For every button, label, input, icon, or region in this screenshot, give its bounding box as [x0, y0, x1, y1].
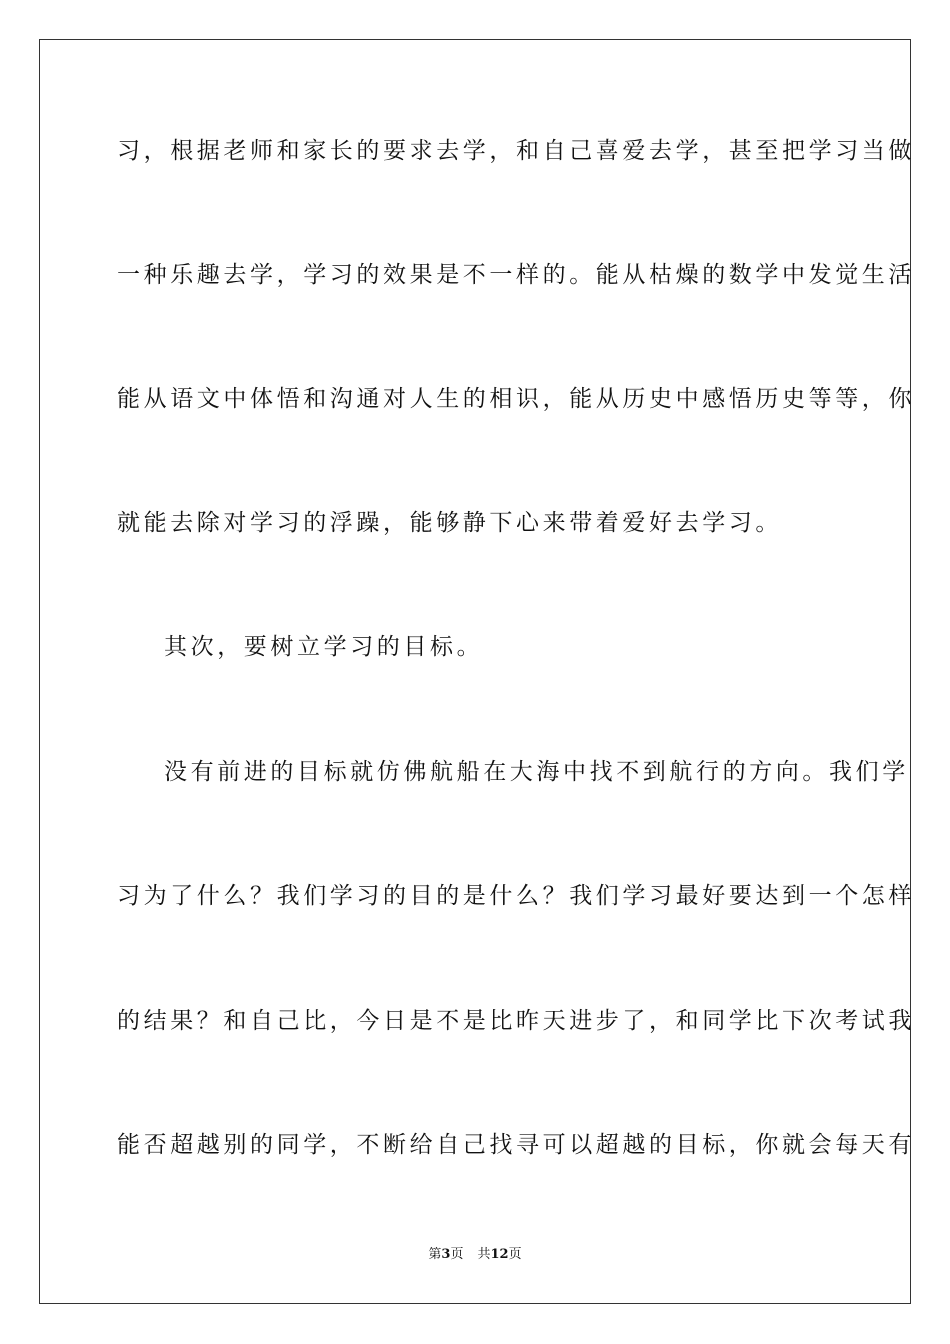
body-text-line: 就能去除对学习的浮躁，能够静下心来带着爱好去学习。 [117, 510, 782, 536]
page-prefix: 第 [428, 1247, 442, 1262]
paragraph-first-line: 其次，要树立学习的目标。 [164, 634, 484, 660]
body-text-line: 能从语文中体悟和沟通对人生的相识，能从历史中感悟历史等等，你 [117, 386, 915, 412]
total-prefix: 共 [477, 1247, 491, 1262]
page-border [39, 39, 915, 1304]
total-suffix: 页 [508, 1247, 522, 1262]
paragraph-first-line: 没有前进的目标就仿佛航船在大海中找不到航行的方向。我们学 [164, 759, 909, 785]
body-text-line: 能否超越别的同学，不断给自己找寻可以超越的目标，你就会每天有 [117, 1132, 915, 1158]
body-text-line: 习为了什么？我们学习的目的是什么？我们学习最好要达到一个怎样 [117, 883, 915, 909]
body-text-line: 的结果？和自己比，今日是不是比昨天进步了，和同学比下次考试我 [117, 1008, 915, 1034]
page-footer [0, 1246, 950, 1264]
page-suffix: 页 [450, 1247, 464, 1262]
total-pages: 12 [490, 1247, 509, 1262]
body-text-line: 一种乐趣去学，学习的效果是不一样的。能从枯燥的数学中发觉生活 [117, 262, 915, 288]
body-text-line: 习，根据老师和家长的要求去学，和自己喜爱去学，甚至把学习当做 [117, 138, 915, 164]
page-number: 3 [441, 1247, 451, 1262]
